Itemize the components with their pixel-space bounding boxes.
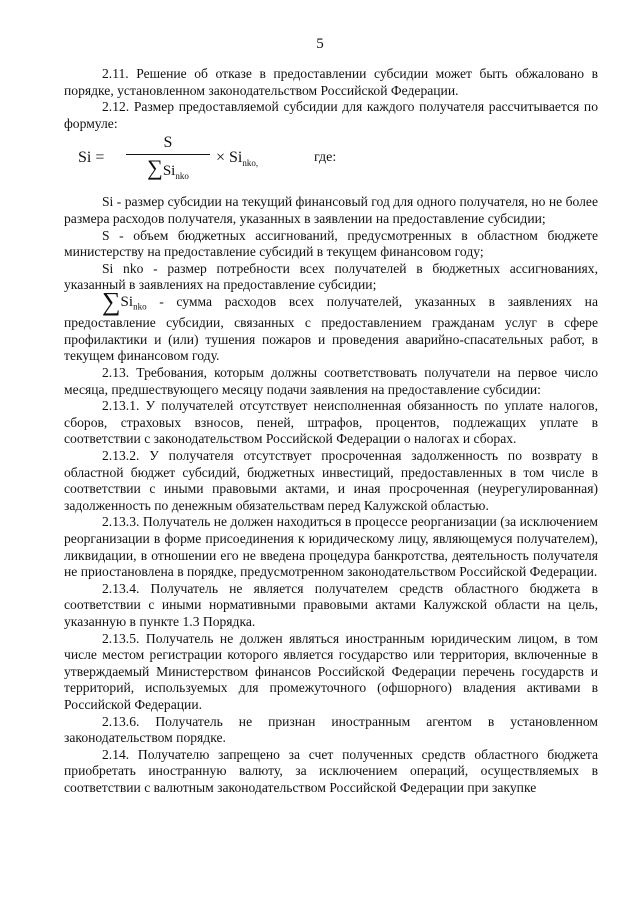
formula-where: где: xyxy=(314,150,337,166)
sum-definition-text: - сумма расходов всех получателей, указанных в заявлениях на предоставление субсидии, связанных с предоставлением гражданам услуг в сфере профилактики и (или) тушения пожаров и проведения аварийно-спасательных работ, в текущем финансовом году. xyxy=(64,293,598,364)
definition-si: Si - размер субсидии на текущий финансовый год для одного получателя, но не более размера расходов получателя, указанных в заявлении на предоставление субсидии; xyxy=(64,194,598,226)
times-term: × Si xyxy=(216,149,243,167)
page-number: 5 xyxy=(316,36,324,52)
sum-symbol xyxy=(102,286,147,316)
document-body xyxy=(64,66,598,796)
paragraph-2-14: 2.14. Получателю запрещено за счет полученных средств областного бюджета приобретать иностранную валюту, за исключением операций, осуществляемых в соответствии с валютным законодательством Российской Федерации при закупке xyxy=(64,746,598,795)
definition-s: S - объем бюджетных ассигнований, предусмотренных в областном бюджете министерству на предоставление субсидий в текущем финансовом году; xyxy=(64,227,598,260)
definition-si-nko: Si nko - размер потребности всех получателей в бюджетных ассигнованиях, указанный в заявлениях на предоставление субсидии; xyxy=(64,260,598,293)
times-subscript: nko, xyxy=(242,158,259,169)
den-subscript: nko xyxy=(175,171,189,182)
paragraph-2-13-5: 2.13.5. Получатель не должен являться иностранным юридическим лицом, в том числе местом регистрации которого является государство или территория, включенные в утверждаемый Министерством финансов Российской Федерации перечень государств и территорий, используемых для промежуточного (офшорного) владения активами в Российской Федерации. xyxy=(64,630,598,712)
formula-multiplier xyxy=(216,150,258,172)
paragraph-2-13-3: 2.13.3. Получатель не должен находиться в процессе реорганизации (за исключением реорганизации в форме присоединения к юридическому лицу, являющемуся получателем), ликвидации, в отношении его не введена процедура банкротства, деятельность получателя не приостановлена в порядке, предусмотренном законодательством Российской Федерации. xyxy=(64,514,598,580)
subsidy-formula xyxy=(78,132,598,190)
sum-subscript: nko xyxy=(133,301,147,312)
sigma-symbol: ∑ xyxy=(147,155,163,181)
formula-lhs: Si = xyxy=(78,149,105,167)
paragraph-2-11: 2.11. Решение об отказе в предоставлении субсидии может быть обжаловано в порядке, установленном законодательством Российской Федерации. xyxy=(64,66,598,98)
formula-numerator: S xyxy=(163,134,173,152)
sum-sigma: ∑ xyxy=(102,286,121,316)
paragraph-2-13-1: 2.13.1. У получателей отсутствует неисполненная обязанность по уплате налогов, сборов, страховых взносов, пеней, штрафов, процентов, подлежащих уплате в соответствии с законодательством Российской Федерации о налогах и сборах. xyxy=(64,398,598,447)
paragraph-2-12: 2.12. Размер предоставляемой субсидии для каждого получателя рассчитывается по формуле: xyxy=(64,99,598,131)
paragraph-2-13-2: 2.13.2. У получателя отсутствует просроченная задолженность по возврату в областной бюджет субсидий, бюджетных инвестиций, предоставленных в том числе в соответствии с иными правовыми актами, и иная просроченная (неурегулированная) задолженность по денежным обязательствам перед Калужской областью. xyxy=(64,448,598,513)
paragraph-2-13: 2.13. Требования, которым должны соответствовать получатели на первое число месяца, предшествующего месяцу подачи заявления на предоставление субсидии: xyxy=(64,365,598,397)
den-term: Si xyxy=(162,163,176,180)
sum-term: Si xyxy=(120,293,134,310)
paragraph-2-13-4: 2.13.4. Получатель не является получателем средств областного бюджета в соответствии с иными нормативными правовыми актами Калужской области на цель, указанную в пункте 1.3 Порядка. xyxy=(64,580,598,629)
formula-fraction xyxy=(126,132,210,181)
definition-sum xyxy=(64,286,598,365)
formula-denominator xyxy=(126,155,210,181)
paragraph-2-13-6: 2.13.6. Получатель не признан иностранным агентом в установленном законодательством порядке. xyxy=(64,713,598,746)
